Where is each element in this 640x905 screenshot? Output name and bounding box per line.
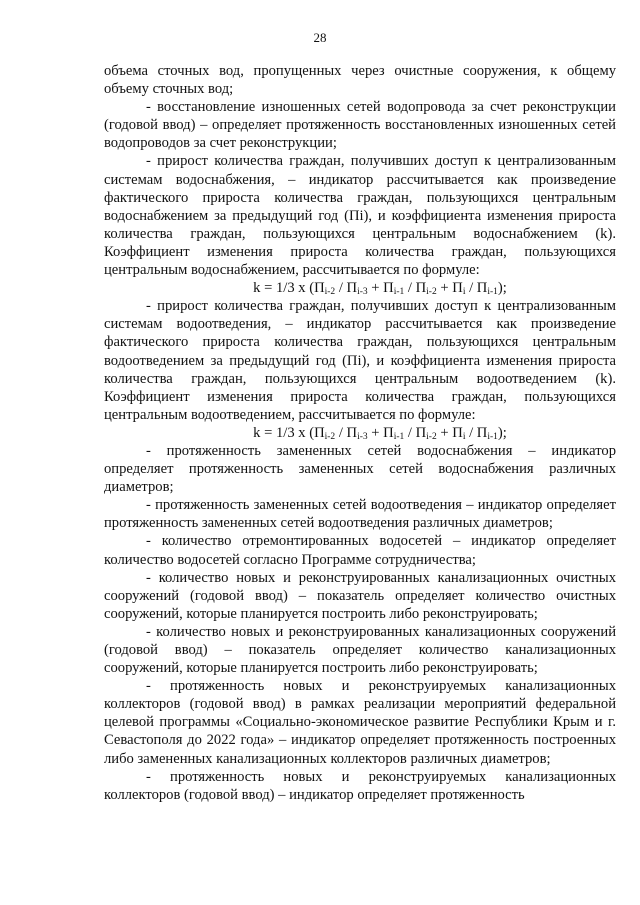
formula-subscript: i-1 (487, 287, 498, 298)
paragraph: - протяженность замененных сетей водоотведения – индикатор определяет протяженность замененных сетей водоотведения различных диаметров; (104, 497, 616, 532)
formula-subscript: i-2 (426, 287, 437, 298)
paragraph: - протяженность новых и реконструируемых канализационных коллекторов (годовой ввод) в рамках реализации мероприятий федеральной целевой программы «Социально-экономическое развитие Республики Крым и г. Севастополя до 2022 года» – индикатор определяет протяженность построенных либо замененных канализационных коллекторов различных диаметров; (104, 678, 616, 767)
formula-subscript: i (462, 287, 466, 298)
paragraph: - протяженность замененных сетей водоснабжения – индикатор определяет протяженность замененных сетей водоснабжения различных диаметров; (104, 442, 616, 496)
formula-subscript: i-2 (426, 431, 437, 442)
paragraph: - прирост количества граждан, получивших доступ к централизованным системам водоотведения, – индикатор рассчитывается как произведение фактического прироста количества граждан, пользующихся центральным водоотведением за предыдущий год (Пi), и коэффициента изменения прироста количества граждан, пользующихся центральным водоотведением (k). Коэффициент изменения прироста количества граждан, пользующихся центральным водоотведением, рассчитывается по формуле: (104, 298, 616, 423)
paragraph: объема сточных вод, пропущенных через очистные сооружения, к общему объему сточных вод; (104, 63, 616, 98)
formula: k = 1/3 x $(П_{i-2} / П_{i-3} + П_{i-1} / П_{i-2} + П_i / П_{i-1})$; (253, 424, 507, 442)
formula-subscript: i-1 (393, 287, 405, 298)
formula-subscript: i-1 (393, 431, 405, 442)
formula-subscript: i-2 (324, 287, 336, 298)
formula-subscript: i-1 (487, 431, 498, 442)
paragraph: - прирост количества граждан, получивших доступ к централизованным системам водоснабжения, – индикатор рассчитывается как произведение фактического прироста количества граждан, пользующихся центральным водоснабжением за предыдущий год (Пi), и коэффициента изменения прироста количества граждан, пользующихся центральным водоснабжением (k). Коэффициент изменения прироста количества граждан, пользующихся центральным водоснабжением, рассчитывается по формуле: (104, 153, 616, 279)
formula-subscript: i-2 (324, 431, 336, 442)
document-body (104, 62, 616, 804)
paragraph: - количество новых и реконструированных канализационных сооружений (годовой ввод) – показатель определяет количество канализационных сооружений, которые планируется построить либо реконструировать; (104, 623, 616, 677)
formula: k = 1/3 x $(П_{i-2} / П_{i-3} + П_{i-1} / П_{i-2} + П_i / П_{i-1})$; (253, 280, 507, 298)
page-number: 28 (313, 30, 327, 45)
paragraph: - количество новых и реконструированных канализационных очистных сооружений (годовой ввод) – показатель определяет количество очистных сооружений, которые планируется построить либо реконструировать; (104, 569, 616, 622)
formula-subscript: i-3 (357, 287, 368, 298)
paragraph: - протяженность новых и реконструируемых канализационных коллекторов (годовой ввод) – индикатор определяет протяженность (104, 768, 616, 803)
formula-subscript: i (462, 431, 466, 442)
paragraph: - количество отремонтированных водосетей – индикатор определяет количество водосетей согласно Программе сотрудничества; (104, 533, 616, 568)
formula-subscript: i-3 (357, 431, 368, 442)
paragraph: - восстановление изношенных сетей водопровода за счет реконструкции (годовой ввод) – определяет протяженность восстановленных изношенных сетей водопроводов за счет реконструкции; (104, 99, 616, 152)
